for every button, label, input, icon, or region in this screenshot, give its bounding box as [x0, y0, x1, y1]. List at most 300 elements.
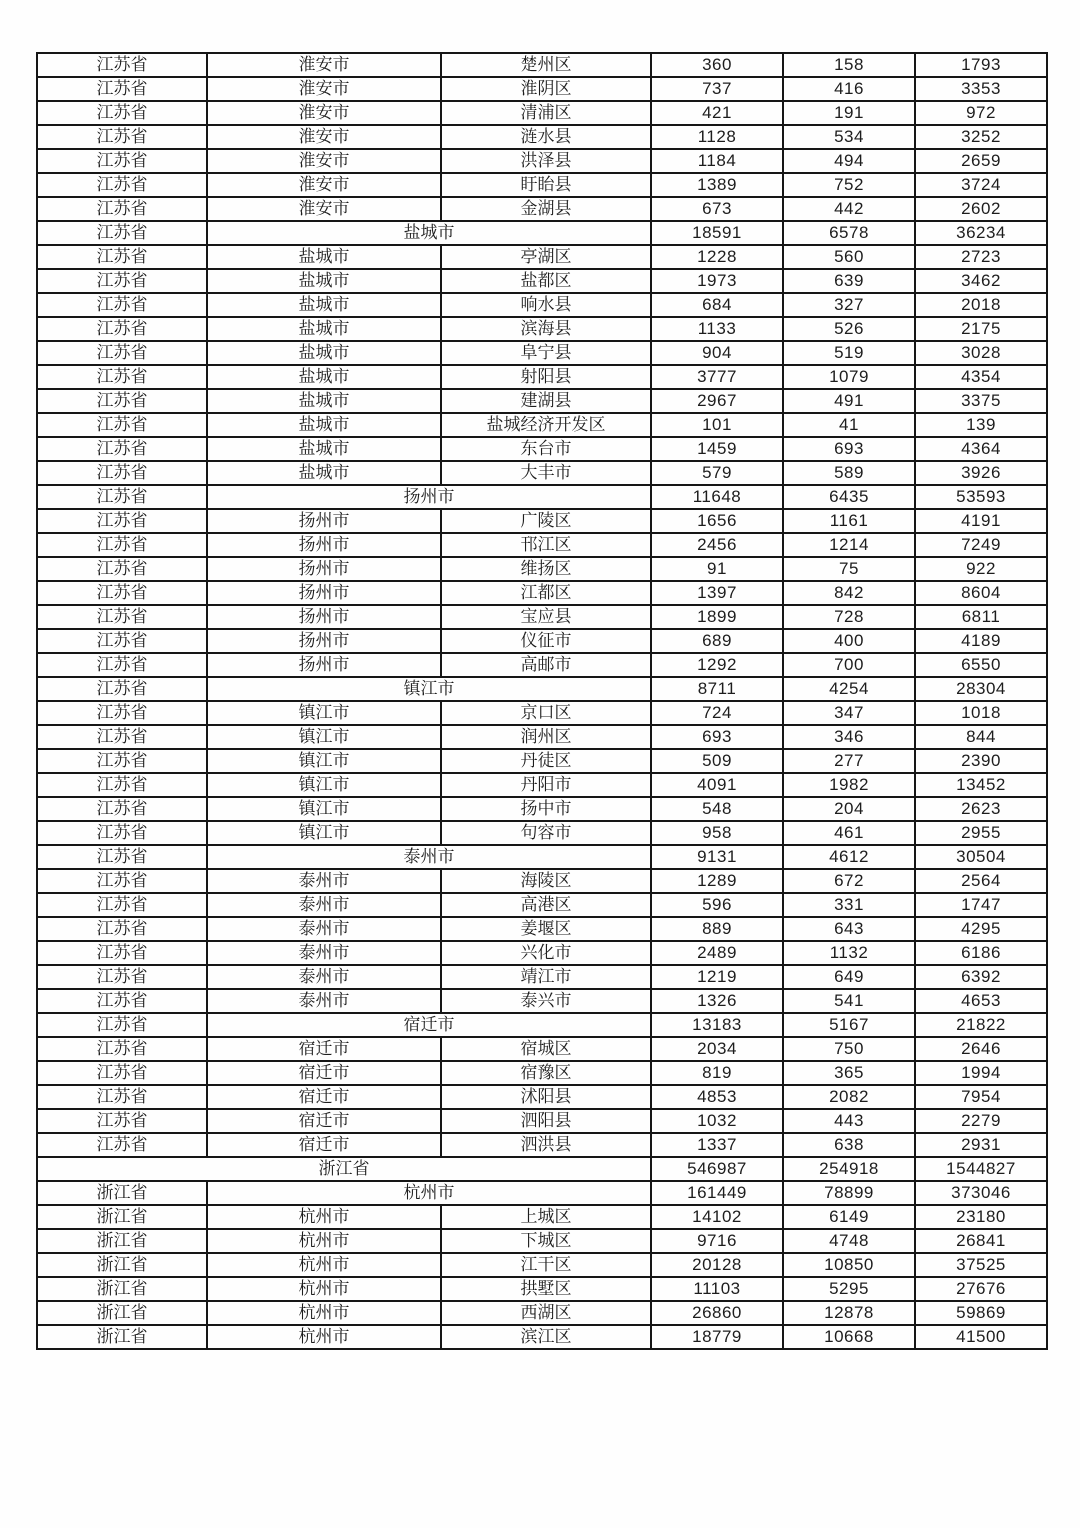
cell-value-3: 1793	[915, 53, 1047, 77]
cell-district: 金湖县	[441, 197, 651, 221]
cell-value-2: 277	[783, 749, 915, 773]
cell-value-1: 1459	[651, 437, 783, 461]
table-row	[37, 341, 1047, 365]
cell-district: 宝应县	[441, 605, 651, 629]
table-row	[37, 1037, 1047, 1061]
cell-value-2: 158	[783, 53, 915, 77]
cell-province: 江苏省	[37, 1013, 207, 1037]
cell-value-3: 2602	[915, 197, 1047, 221]
cell-province: 江苏省	[37, 485, 207, 509]
cell-city: 扬州市	[207, 653, 441, 677]
cell-value-3: 4295	[915, 917, 1047, 941]
cell-value-1: 8711	[651, 677, 783, 701]
cell-city-merged: 镇江市	[207, 677, 651, 701]
cell-value-2: 672	[783, 869, 915, 893]
cell-value-2: 4748	[783, 1229, 915, 1253]
cell-city: 淮安市	[207, 77, 441, 101]
cell-province: 江苏省	[37, 845, 207, 869]
cell-province: 江苏省	[37, 989, 207, 1013]
cell-value-2: 347	[783, 701, 915, 725]
cell-city: 镇江市	[207, 749, 441, 773]
cell-city-merged: 盐城市	[207, 221, 651, 245]
cell-value-3: 41500	[915, 1325, 1047, 1349]
cell-province: 江苏省	[37, 101, 207, 125]
cell-value-1: 1128	[651, 125, 783, 149]
table-row	[37, 245, 1047, 269]
table-row	[37, 1229, 1047, 1253]
cell-value-3: 2659	[915, 149, 1047, 173]
table-row	[37, 941, 1047, 965]
cell-value-1: 421	[651, 101, 783, 125]
cell-province: 江苏省	[37, 965, 207, 989]
cell-province: 江苏省	[37, 245, 207, 269]
cell-district: 宿城区	[441, 1037, 651, 1061]
cell-district: 高邮市	[441, 653, 651, 677]
cell-district: 泗阳县	[441, 1109, 651, 1133]
cell-city: 泰州市	[207, 989, 441, 1013]
cell-value-1: 684	[651, 293, 783, 317]
cell-city: 盐城市	[207, 341, 441, 365]
cell-value-3: 2390	[915, 749, 1047, 773]
cell-district: 仪征市	[441, 629, 651, 653]
cell-province: 江苏省	[37, 893, 207, 917]
cell-province: 江苏省	[37, 293, 207, 317]
cell-value-2: 638	[783, 1133, 915, 1157]
cell-district: 大丰市	[441, 461, 651, 485]
cell-city: 泰州市	[207, 965, 441, 989]
cell-city: 泰州市	[207, 917, 441, 941]
cell-value-1: 91	[651, 557, 783, 581]
cell-city: 泰州市	[207, 893, 441, 917]
cell-value-2: 10668	[783, 1325, 915, 1349]
cell-value-1: 958	[651, 821, 783, 845]
cell-value-3: 13452	[915, 773, 1047, 797]
cell-value-1: 1899	[651, 605, 783, 629]
cell-value-2: 2082	[783, 1085, 915, 1109]
cell-value-2: 442	[783, 197, 915, 221]
cell-city: 镇江市	[207, 773, 441, 797]
cell-value-1: 596	[651, 893, 783, 917]
cell-city: 宿迁市	[207, 1133, 441, 1157]
cell-value-3: 7954	[915, 1085, 1047, 1109]
cell-city: 扬州市	[207, 509, 441, 533]
table-row	[37, 461, 1047, 485]
cell-value-3: 1747	[915, 893, 1047, 917]
cell-value-3: 3724	[915, 173, 1047, 197]
cell-value-2: 4254	[783, 677, 915, 701]
table-row	[37, 1061, 1047, 1085]
cell-province: 江苏省	[37, 197, 207, 221]
cell-value-1: 548	[651, 797, 783, 821]
cell-value-1: 1184	[651, 149, 783, 173]
cell-value-2: 560	[783, 245, 915, 269]
cell-district: 扬中市	[441, 797, 651, 821]
cell-province: 江苏省	[37, 509, 207, 533]
cell-district: 楚州区	[441, 53, 651, 77]
cell-district: 西湖区	[441, 1301, 651, 1325]
cell-value-1: 11648	[651, 485, 783, 509]
cell-district: 广陵区	[441, 509, 651, 533]
cell-value-2: 204	[783, 797, 915, 821]
cell-value-2: 494	[783, 149, 915, 173]
cell-province: 江苏省	[37, 221, 207, 245]
table-row	[37, 1157, 1047, 1181]
table-row	[37, 485, 1047, 509]
cell-district: 高港区	[441, 893, 651, 917]
cell-value-2: 526	[783, 317, 915, 341]
cell-province: 江苏省	[37, 557, 207, 581]
table-row	[37, 773, 1047, 797]
cell-value-3: 4191	[915, 509, 1047, 533]
cell-city: 扬州市	[207, 605, 441, 629]
cell-district: 盐都区	[441, 269, 651, 293]
cell-district: 亭湖区	[441, 245, 651, 269]
cell-value-2: 416	[783, 77, 915, 101]
table-row	[37, 869, 1047, 893]
cell-district: 盱眙县	[441, 173, 651, 197]
cell-city: 扬州市	[207, 533, 441, 557]
cell-value-1: 13183	[651, 1013, 783, 1037]
cell-value-3: 3252	[915, 125, 1047, 149]
cell-value-3: 6811	[915, 605, 1047, 629]
cell-province: 江苏省	[37, 1085, 207, 1109]
cell-value-3: 36234	[915, 221, 1047, 245]
cell-district: 响水县	[441, 293, 651, 317]
cell-province: 江苏省	[37, 269, 207, 293]
cell-value-1: 360	[651, 53, 783, 77]
cell-district: 丹阳市	[441, 773, 651, 797]
cell-value-1: 1326	[651, 989, 783, 1013]
cell-district: 兴化市	[441, 941, 651, 965]
cell-value-2: 6149	[783, 1205, 915, 1229]
cell-value-1: 4091	[651, 773, 783, 797]
cell-city: 淮安市	[207, 53, 441, 77]
cell-province: 江苏省	[37, 341, 207, 365]
table-row	[37, 1181, 1047, 1205]
cell-district: 沭阳县	[441, 1085, 651, 1109]
cell-district: 盐城经济开发区	[441, 413, 651, 437]
cell-value-2: 534	[783, 125, 915, 149]
cell-province: 江苏省	[37, 917, 207, 941]
cell-value-1: 1973	[651, 269, 783, 293]
cell-value-1: 1656	[651, 509, 783, 533]
cell-value-1: 689	[651, 629, 783, 653]
cell-value-1: 2967	[651, 389, 783, 413]
cell-district: 泗洪县	[441, 1133, 651, 1157]
cell-value-2: 12878	[783, 1301, 915, 1325]
cell-city: 淮安市	[207, 197, 441, 221]
cell-city: 宿迁市	[207, 1061, 441, 1085]
cell-value-1: 737	[651, 77, 783, 101]
cell-value-3: 972	[915, 101, 1047, 125]
cell-value-2: 649	[783, 965, 915, 989]
cell-province: 江苏省	[37, 725, 207, 749]
cell-value-2: 10850	[783, 1253, 915, 1277]
cell-value-2: 327	[783, 293, 915, 317]
cell-value-1: 819	[651, 1061, 783, 1085]
cell-value-2: 6578	[783, 221, 915, 245]
cell-value-2: 541	[783, 989, 915, 1013]
cell-value-2: 346	[783, 725, 915, 749]
cell-province: 江苏省	[37, 677, 207, 701]
table-row	[37, 989, 1047, 1013]
cell-district: 射阳县	[441, 365, 651, 389]
cell-value-2: 5167	[783, 1013, 915, 1037]
cell-province: 江苏省	[37, 581, 207, 605]
cell-province: 江苏省	[37, 701, 207, 725]
cell-value-2: 5295	[783, 1277, 915, 1301]
table-row	[37, 1205, 1047, 1229]
cell-value-1: 904	[651, 341, 783, 365]
cell-province: 江苏省	[37, 437, 207, 461]
table-row	[37, 293, 1047, 317]
cell-city: 淮安市	[207, 101, 441, 125]
cell-value-2: 589	[783, 461, 915, 485]
cell-district: 丹徒区	[441, 749, 651, 773]
table-row	[37, 221, 1047, 245]
cell-value-1: 693	[651, 725, 783, 749]
table-row	[37, 1133, 1047, 1157]
cell-district: 邗江区	[441, 533, 651, 557]
cell-value-1: 9716	[651, 1229, 783, 1253]
table-row	[37, 173, 1047, 197]
cell-city-merged: 杭州市	[207, 1181, 651, 1205]
cell-city: 杭州市	[207, 1229, 441, 1253]
cell-value-1: 673	[651, 197, 783, 221]
cell-value-3: 1018	[915, 701, 1047, 725]
cell-province: 江苏省	[37, 941, 207, 965]
cell-province: 江苏省	[37, 605, 207, 629]
cell-value-3: 59869	[915, 1301, 1047, 1325]
cell-value-1: 101	[651, 413, 783, 437]
cell-province: 江苏省	[37, 413, 207, 437]
cell-district: 下城区	[441, 1229, 651, 1253]
cell-value-1: 579	[651, 461, 783, 485]
cell-province: 江苏省	[37, 389, 207, 413]
cell-city: 镇江市	[207, 701, 441, 725]
table-row	[37, 437, 1047, 461]
cell-value-2: 75	[783, 557, 915, 581]
cell-value-1: 11103	[651, 1277, 783, 1301]
table-row	[37, 509, 1047, 533]
cell-district: 滨江区	[441, 1325, 651, 1349]
cell-value-3: 4364	[915, 437, 1047, 461]
region-statistics-table	[36, 52, 1048, 1350]
cell-value-3: 2931	[915, 1133, 1047, 1157]
cell-city: 杭州市	[207, 1301, 441, 1325]
table-row	[37, 533, 1047, 557]
cell-value-2: 365	[783, 1061, 915, 1085]
table-row	[37, 845, 1047, 869]
cell-value-1: 1032	[651, 1109, 783, 1133]
cell-value-1: 20128	[651, 1253, 783, 1277]
cell-value-3: 139	[915, 413, 1047, 437]
cell-value-2: 78899	[783, 1181, 915, 1205]
cell-value-1: 1389	[651, 173, 783, 197]
cell-value-1: 1337	[651, 1133, 783, 1157]
cell-value-2: 1079	[783, 365, 915, 389]
cell-city: 淮安市	[207, 125, 441, 149]
cell-province: 江苏省	[37, 317, 207, 341]
cell-province-merged: 浙江省	[37, 1157, 651, 1181]
cell-province: 江苏省	[37, 869, 207, 893]
cell-city: 淮安市	[207, 149, 441, 173]
table-row	[37, 77, 1047, 101]
cell-city: 镇江市	[207, 797, 441, 821]
cell-value-2: 693	[783, 437, 915, 461]
cell-city: 杭州市	[207, 1253, 441, 1277]
cell-value-3: 3462	[915, 269, 1047, 293]
table-row	[37, 677, 1047, 701]
cell-value-2: 443	[783, 1109, 915, 1133]
table-row	[37, 1085, 1047, 1109]
cell-district: 维扬区	[441, 557, 651, 581]
cell-value-1: 18779	[651, 1325, 783, 1349]
cell-value-3: 28304	[915, 677, 1047, 701]
cell-value-3: 2955	[915, 821, 1047, 845]
cell-value-3: 37525	[915, 1253, 1047, 1277]
table-row	[37, 1013, 1047, 1037]
cell-value-1: 14102	[651, 1205, 783, 1229]
cell-value-2: 461	[783, 821, 915, 845]
cell-value-2: 643	[783, 917, 915, 941]
cell-district: 滨海县	[441, 317, 651, 341]
table-row	[37, 1301, 1047, 1325]
cell-value-2: 331	[783, 893, 915, 917]
cell-value-1: 161449	[651, 1181, 783, 1205]
cell-value-3: 2564	[915, 869, 1047, 893]
cell-value-3: 30504	[915, 845, 1047, 869]
cell-district: 姜堰区	[441, 917, 651, 941]
cell-city: 盐城市	[207, 437, 441, 461]
cell-city: 镇江市	[207, 821, 441, 845]
cell-district: 宿豫区	[441, 1061, 651, 1085]
cell-province: 江苏省	[37, 53, 207, 77]
cell-value-3: 4354	[915, 365, 1047, 389]
cell-city: 杭州市	[207, 1325, 441, 1349]
cell-province: 江苏省	[37, 1109, 207, 1133]
cell-city-merged: 扬州市	[207, 485, 651, 509]
cell-district: 阜宁县	[441, 341, 651, 365]
cell-value-3: 844	[915, 725, 1047, 749]
cell-value-3: 26841	[915, 1229, 1047, 1253]
cell-value-2: 254918	[783, 1157, 915, 1181]
cell-value-1: 3777	[651, 365, 783, 389]
table-row	[37, 701, 1047, 725]
cell-value-2: 41	[783, 413, 915, 437]
cell-district: 涟水县	[441, 125, 651, 149]
cell-district: 拱墅区	[441, 1277, 651, 1301]
cell-value-3: 3375	[915, 389, 1047, 413]
cell-city-merged: 泰州市	[207, 845, 651, 869]
cell-value-2: 4612	[783, 845, 915, 869]
cell-value-1: 889	[651, 917, 783, 941]
cell-value-1: 1397	[651, 581, 783, 605]
cell-value-1: 1289	[651, 869, 783, 893]
cell-city: 泰州市	[207, 941, 441, 965]
cell-province: 江苏省	[37, 77, 207, 101]
cell-province: 江苏省	[37, 797, 207, 821]
cell-value-3: 373046	[915, 1181, 1047, 1205]
cell-value-1: 2034	[651, 1037, 783, 1061]
cell-value-3: 4189	[915, 629, 1047, 653]
cell-value-1: 724	[651, 701, 783, 725]
cell-value-2: 700	[783, 653, 915, 677]
table-row	[37, 317, 1047, 341]
table-row	[37, 893, 1047, 917]
cell-district: 润州区	[441, 725, 651, 749]
cell-value-3: 6186	[915, 941, 1047, 965]
cell-province: 江苏省	[37, 1133, 207, 1157]
table-row	[37, 125, 1047, 149]
table-row	[37, 821, 1047, 845]
cell-province: 浙江省	[37, 1277, 207, 1301]
cell-city: 扬州市	[207, 581, 441, 605]
cell-city: 扬州市	[207, 557, 441, 581]
cell-district: 清浦区	[441, 101, 651, 125]
cell-value-3: 2279	[915, 1109, 1047, 1133]
cell-city: 盐城市	[207, 365, 441, 389]
cell-value-3: 7249	[915, 533, 1047, 557]
cell-city: 宿迁市	[207, 1037, 441, 1061]
cell-city: 宿迁市	[207, 1109, 441, 1133]
table-row	[37, 1109, 1047, 1133]
cell-province: 江苏省	[37, 1037, 207, 1061]
cell-district: 泰兴市	[441, 989, 651, 1013]
cell-city: 盐城市	[207, 461, 441, 485]
cell-district: 江都区	[441, 581, 651, 605]
table-row	[37, 749, 1047, 773]
cell-value-3: 1544827	[915, 1157, 1047, 1181]
table-row	[37, 269, 1047, 293]
cell-province: 浙江省	[37, 1301, 207, 1325]
cell-value-3: 6392	[915, 965, 1047, 989]
cell-district: 上城区	[441, 1205, 651, 1229]
cell-province: 江苏省	[37, 125, 207, 149]
cell-value-1: 9131	[651, 845, 783, 869]
table-row	[37, 197, 1047, 221]
table-body	[37, 53, 1047, 1349]
table-row	[37, 1277, 1047, 1301]
cell-city: 杭州市	[207, 1205, 441, 1229]
cell-value-3: 2018	[915, 293, 1047, 317]
cell-value-2: 842	[783, 581, 915, 605]
cell-value-3: 2623	[915, 797, 1047, 821]
cell-value-3: 23180	[915, 1205, 1047, 1229]
cell-value-1: 1133	[651, 317, 783, 341]
cell-value-2: 191	[783, 101, 915, 125]
table-row	[37, 53, 1047, 77]
cell-value-1: 2456	[651, 533, 783, 557]
cell-city: 盐城市	[207, 317, 441, 341]
cell-value-3: 27676	[915, 1277, 1047, 1301]
cell-city: 宿迁市	[207, 1085, 441, 1109]
cell-value-2: 6435	[783, 485, 915, 509]
cell-district: 句容市	[441, 821, 651, 845]
cell-province: 浙江省	[37, 1253, 207, 1277]
table-row	[37, 365, 1047, 389]
cell-city: 盐城市	[207, 413, 441, 437]
cell-district: 建湖县	[441, 389, 651, 413]
table-row	[37, 101, 1047, 125]
cell-city: 盐城市	[207, 389, 441, 413]
table-row	[37, 389, 1047, 413]
cell-value-3: 3353	[915, 77, 1047, 101]
cell-value-3: 922	[915, 557, 1047, 581]
cell-province: 江苏省	[37, 773, 207, 797]
cell-province: 江苏省	[37, 653, 207, 677]
cell-value-1: 26860	[651, 1301, 783, 1325]
